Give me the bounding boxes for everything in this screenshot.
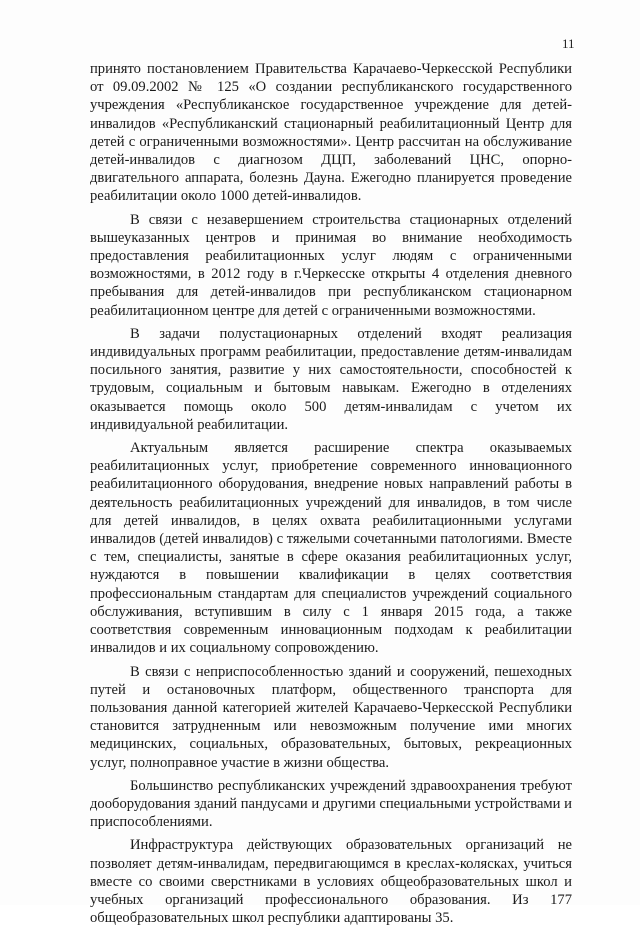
paragraph-department-tasks: В задачи полустационарных отделений входят реализация индивидуальных программ реабилитации, предоставление детям-инвалидам посильного занятия, развитие у них самостоятельности, способностей к трудовым, социальным и бытовым навыкам. Ежегодно в отделениях оказывается помощь около 500 детям-инвалидам с учетом их индивидуальной реабилитации. (90, 325, 572, 433)
paragraph-infrastructure-accessibility: В связи с неприспособленностью зданий и сооружений, пешеходных путей и остановочных платформ, общественного транспорта для пользования данной категорией жителей Карачаево-Черкесской Республики становится затрудненным или невозможным получение ими многих медицинских, социальных, образовательных, бытовых, рекреационных услуг, полноправное участие в жизни общества. (90, 663, 572, 771)
page-number: 11 (562, 36, 575, 51)
paragraph-service-expansion: Актуальным является расширение спектра оказываемых реабилитационных услуг, приобретение современного инновационного реабилитационного оборудования, внедрение новых направлений работы в деятельность реабилитационных учреждений для инвалидов, в том числе для детей инвалидов, в целях охвата реабилитационными услугами инвалидов (детей инвалидов) с тяжелыми сочетанными патологиями. Вместе с тем, специалисты, занятые в сфере оказания реабилитационных услуг, нуждаются в повышении квалификации в целях соответствия профессиональным стандартам для специалистов учреждений социального обслуживания, вступившим в силу с 1 января 2015 года, а также соответствия современным инновационным подходам к реабилитации инвалидов и их социальному сопровождению. (90, 440, 572, 657)
document-body (90, 60, 572, 927)
paragraph-education-infrastructure: Инфраструктура действующих образовательных организаций не позволяет детям-инвалидам, передвигающимся в креслах-колясках, учиться вместе со своими сверстниками в условиях общеобразовательных школ и учебных организаций профессионального образования. Из 177 общеобразовательных школ республики адаптированы 35. (90, 837, 572, 927)
paragraph-day-care-departments: В связи с незавершением строительства стационарных отделений вышеуказанных центров и принимая во внимание необходимость предоставления реабилитационных услуг людям с ограниченными возможностями, в 2012 году в г.Черкесске открыты 4 отделения дневного пребывания для детей-инвалидов при республиканском стационарном реабилитационном центре для детей с ограниченными возможностями. (90, 211, 572, 319)
paragraph-healthcare-equipment: Большинство республиканских учреждений здравоохранения требуют дооборудования зданий пандусами и другими специальными устройствами и приспособлениями. (90, 777, 572, 831)
paragraph-continuation: принято постановлением Правительства Карачаево-Черкесской Республики от 09.09.2002 № 125 «О создании республиканского государственного учреждения «Республиканское государственное учреждение для детей-инвалидов «Республиканский стационарный реабилитационный Центр для детей с ограниченными возможностями». Центр рассчитан на обслуживание детей-инвалидов с диагнозом ДЦП, заболеваний ЦНС, опорно-двигательного аппарата, болезнь Дауна. Ежегодно планируется проведение реабилитации около 1000 детей-инвалидов. (90, 61, 572, 205)
